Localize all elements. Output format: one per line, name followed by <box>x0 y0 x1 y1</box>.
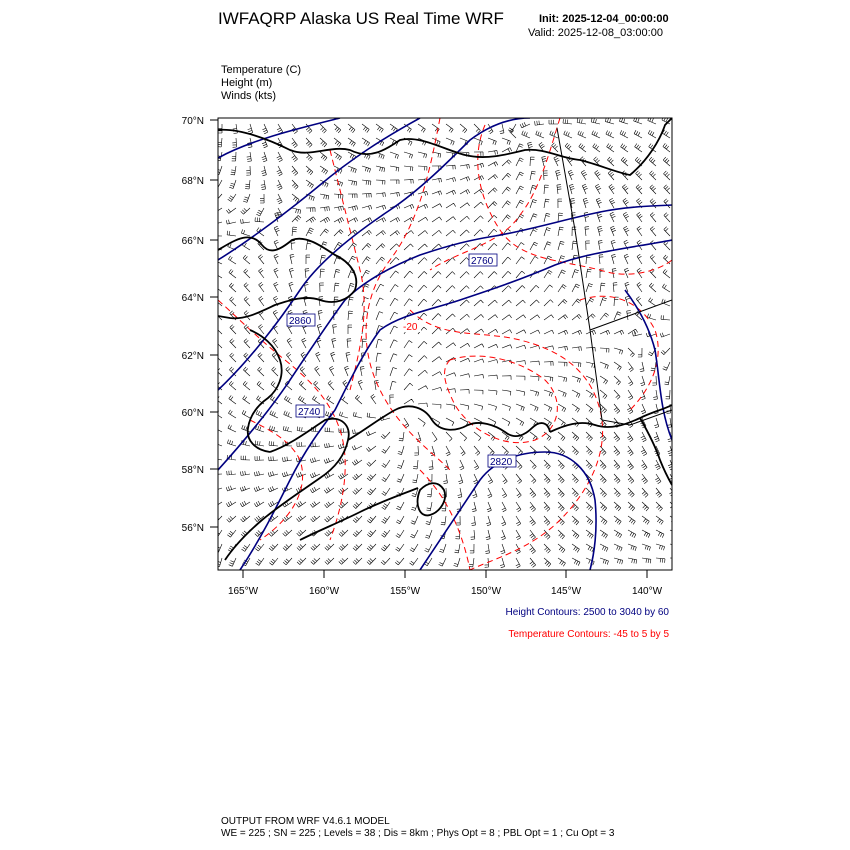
x-tick-label: 160°W <box>308 586 340 597</box>
x-axis <box>243 570 647 578</box>
temperature-contour-2 <box>478 125 672 274</box>
y-tick-label: 64°N <box>181 293 204 304</box>
wind-barbs <box>212 116 679 567</box>
temperature-contours-note: Temperature Contours: -45 to 5 by 5 <box>508 629 669 640</box>
height-contour-7 <box>625 290 672 440</box>
height-contour-6 <box>420 452 596 570</box>
x-tick-label: 150°W <box>470 586 502 597</box>
border-territory <box>590 300 672 330</box>
chart-title: IWFAQRP Alaska US Real Time WRF <box>218 9 504 28</box>
variable-winds: Winds (kts) <box>221 90 276 102</box>
variable-temperature: Temperature (C) <box>221 64 302 76</box>
y-tick-label: 62°N <box>181 351 204 362</box>
coast-seward <box>218 237 356 318</box>
height-label-3: 2740 <box>298 407 321 418</box>
y-axis <box>210 120 218 527</box>
coast-south <box>550 405 672 432</box>
height-contour-labels <box>287 254 516 468</box>
temperature-contour-8 <box>580 296 658 410</box>
y-tick-label: 58°N <box>181 465 204 476</box>
valid-time: Valid: 2025-12-08_03:00:00 <box>528 27 663 39</box>
y-tick-label: 56°N <box>181 523 204 534</box>
temperature-contour-9 <box>250 420 303 540</box>
coast-arctic <box>218 118 672 175</box>
init-time: Init: 2025-12-04_00:00:00 <box>539 13 669 25</box>
x-tick-label: 140°W <box>631 586 663 597</box>
temperature-contour-7 <box>330 150 364 390</box>
height-label-1: 2760 <box>471 256 494 267</box>
x-tick-label: 155°W <box>389 586 421 597</box>
variable-height: Height (m) <box>221 77 273 89</box>
y-tick-label: 68°N <box>181 176 204 187</box>
height-contours-note: Height Contours: 2500 to 3040 by 60 <box>505 607 669 618</box>
y-tick-label: 70°N <box>181 116 204 127</box>
coast-kodiak <box>418 483 445 515</box>
temperature-contour-labels <box>401 320 421 333</box>
wind-barb-field <box>212 116 679 567</box>
height-label-2: 2860 <box>289 316 312 327</box>
height-label-4: 2820 <box>490 457 513 468</box>
y-tick-label: 60°N <box>181 408 204 419</box>
x-tick-label: 165°W <box>227 586 259 597</box>
y-tick-label: 66°N <box>181 236 204 247</box>
model-info: OUTPUT FROM WRF V4.6.1 MODEL <box>221 816 390 827</box>
x-tick-label: 145°W <box>550 586 582 597</box>
temperature-label-1: -20 <box>403 322 418 333</box>
model-settings: WE = 225 ; SN = 225 ; Levels = 38 ; Dis = 8km ; Phys Opt = 8 ; PBL Opt = 1 ; Cu Opt = 3 <box>221 828 615 839</box>
coast-norton <box>248 330 282 452</box>
